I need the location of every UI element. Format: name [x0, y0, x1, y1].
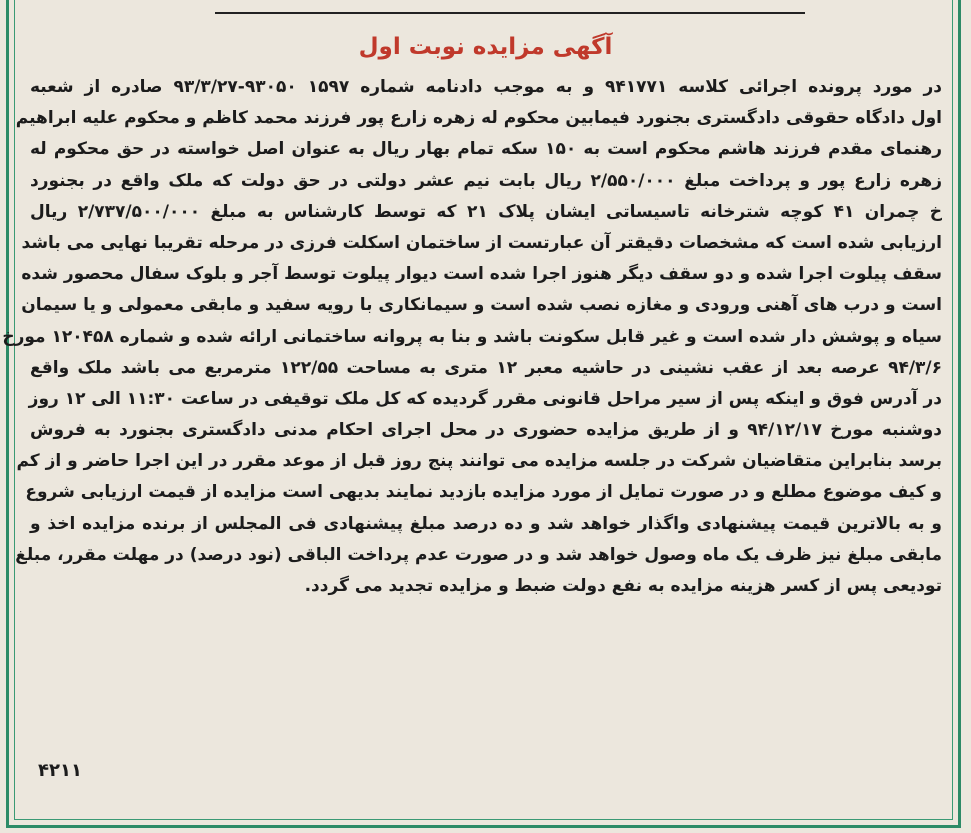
notice-line: اول دادگاه حقوقی دادگستری بجنورد فیمابین محکوم له زهره زارع پور فرزند محمد کاظم و محکوم علیه ابراهیم [15, 108, 942, 129]
notice-line: رهنمای مقدم فرزند هاشم محکوم است به ۱۵۰ سکه تمام بهار ریال به عنوان اصل خواسته در حق محکوم له [30, 139, 942, 160]
notice-line: در آدرس فوق و اینکه پس از سیر مراحل قانونی مقرر گردیده که کل ملک توقیفی در ساعت ۱۱:۳۰ الی ۱۲ روز [28, 388, 942, 409]
notice-line: برسد بنابراین متقاضیان شرکت در جلسه مزایده می توانند پنج روز قبل از موعد مقرر در این اجرا حاضر و از کم [16, 451, 942, 472]
notice-line: ۹۴/۳/۶ عرصه بعد از عقب نشینی در حاشیه معبر ۱۲ متری به مساحت ۱۲۲/۵۵ مترمربع می باشد ملک واقع [30, 357, 942, 378]
notice-line: در مورد پرونده اجرائی کلاسه ۹۴۱۷۷۱ و به موجب دادنامه شماره ۱۵۹۷ ۹۳۰۵۰-۹۳/۳/۲۷ صادره از شعبه [30, 77, 942, 97]
notice-line: و به بالاترین قیمت پیشنهادی واگذار خواهد شد و ده درصد مبلغ پیشنهادی فی المجلس از برنده مزایده اخذ و [30, 513, 942, 534]
notice-line: و کیف موضوع مطلع و در صورت تمایل از مورد مزایده بازدید نمایند بدیهی است مزایده از قیمت ارزیابی شروع [25, 482, 942, 503]
notice-line: ارزیابی شده است که مشخصات دقیقتر آن عبارتست از ساختمان اسکلت فرزی در مرحله تقریبا نهایی می باشد [21, 232, 942, 253]
notice-line: تودیعی پس از کسر هزینه مزایده به نفع دولت ضبط و مزایده تجدید می گردد. [304, 576, 942, 596]
notice-line: مابقی مبلغ نیز ظرف یک ماه وصول خواهد شد و در صورت عدم پرداخت الباقی (نود درصد) در مهلت مقرر، مبلغ [15, 544, 942, 565]
notice-line: خ چمران ۴۱ کوچه شترخانه تاسیساتی ایشان پلاک ۲۱ که توسط کارشناس به مبلغ ۲/۷۳۷/۵۰۰/۰۰۰ ریال [30, 201, 943, 222]
notice-title: آگهی مزایده نوبت اول [358, 34, 613, 60]
notice-line: زهره زارع پور و پرداخت مبلغ ۲/۵۵۰/۰۰۰ ریال بابت نیم عشر دولتی در حق دولت که ملک واقع در بجنورد [30, 170, 942, 191]
notice-line: است و درب های آهنی ورودی و مغازه نصب شده است و سیمانکاری با رویه سفید و مابقی معمولی و یا سیمان [21, 295, 942, 316]
top-divider-rule [215, 12, 805, 14]
notice-code-number: ۴۲۱۱ [38, 760, 82, 781]
notice-body [2, 72, 943, 602]
notice-line: دوشنبه مورخ ۹۴/۱۲/۱۷ و از طریق مزایده حضوری در محل اجرای احکام مدنی دادگستری بجنورد به فروش [30, 420, 942, 441]
notice-line: سیاه و پوشش دار شده است و غیر قابل سکونت باشد و بنا به پروانه ساختمانی ارائه شده و شماره ۱۲۰۴۵۸ مورخ [2, 326, 942, 347]
notice-line: سقف پیلوت اجرا شده و دو سقف دیگر هنوز اجرا شده است دیوار پیلوت توسط آجر و بلوک سفال محصور شده [21, 264, 942, 285]
